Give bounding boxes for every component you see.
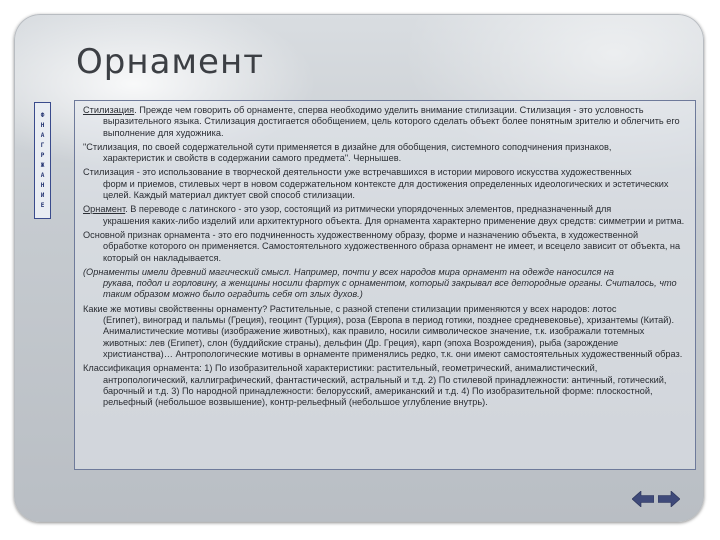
next-arrow-icon[interactable] [658, 490, 680, 508]
side-letter: Е [40, 202, 45, 209]
slide-navigation [632, 490, 680, 508]
paragraph-continuation: (Египет), виноград и пальмы (Греция), геоцинт (Турция), роза (Европа в период готики, позднее средневековье), хризантемы (Китай). Анималистические мотивы (изображение животных), как правило, носили символическое значение, т.к. изображали тотемных животных: лев (Египет), слон (буддийские страны), дельфин (Др. Греция), карп (эпоха Возрождения), рыба (зарождение христианства)… Антропологические мотивы в орнаменте применялись редко, т.к. они имеют самостоятельных художественный образ. [103, 315, 683, 359]
side-letter: Ж [40, 162, 45, 169]
paragraph-continuation: выразительного языка. Стилизация достигается обобщением, цель которого сделать объект более понятным зрителю и облегчить его выполнение для художника. [103, 116, 680, 138]
content-paragraph [83, 204, 687, 227]
content-paragraph [83, 267, 687, 301]
side-letter: И [40, 192, 45, 199]
paragraph-first-line: "Стилизация, по своей содержательной сути применяется в дизайне для обобщения, системного соподчинения признаков, [83, 141, 612, 152]
slide-frame [14, 14, 704, 522]
paragraph-first-line: (Орнаменты имели древний магический смысл. Например, почти у всех народов мира орнамент на одежде наносился на [83, 266, 615, 277]
side-letter: Н [40, 182, 45, 189]
paragraph-continuation: рукава, подол и горловину, а женщины носили фартук с орнаментом, который закрывал все детородные органы. Считалось, что таким образом можно было оградить себя от злых духов.) [103, 278, 677, 300]
content-paragraph [83, 105, 687, 139]
term-heading: Орнамент [83, 204, 126, 215]
paragraph-continuation: характеристик и свойств в содержании самого предмета". Чернышев. [103, 153, 402, 164]
paragraph-continuation: форм и приемов, стилевых черт в новом содержательном контексте для достижения определенных идеологических и эстетических целей. Каждый материал диктует свой способ стилизации. [103, 178, 669, 201]
side-letter: Ф [40, 112, 45, 119]
paragraph-first-line: Основной признак орнамента - это его подчиненность художественному образу, форме и назначению объекта, в художественной [83, 229, 639, 240]
side-letter: Г [40, 142, 45, 149]
side-letter: А [40, 132, 45, 139]
side-letter: Р [40, 152, 45, 159]
paragraph-first-line: . Прежде чем говорить об орнаменте, сперва необходимо уделить внимание стилизации. Стилизация - это условность [134, 105, 644, 115]
paragraph-first-line: Какие же мотивы свойственны орнаменту? Растительные, с разной степени стилизации применяются у всех народов: лотос [83, 303, 617, 314]
content-paragraph [83, 304, 687, 360]
paragraph-first-line: . В переводе с латинского - это узор, состоящий из ритмически упорядоченных элементов, предназначенный для [125, 204, 612, 215]
slide-title: Орнамент [76, 42, 265, 82]
paragraph-continuation: украшения каких-либо изделий или архитектурного объекта. Для орнамента характерно применение двух средств: симметрии и ритма. [103, 215, 685, 226]
paragraph-continuation: антропологический, каллиграфический, фантастический, астральный и т.д. 2) По стилевой принадлежности: античный, готический, барочный и т.д. 3) По народной принадлежности: белорусский, американский и т.д. 4) По изобразительной форме: плоскостной, рельефный (небольшое возвышение), контр-рельефный (небольшое углубление внутрь). [103, 374, 667, 408]
slide-content [74, 100, 696, 470]
content-paragraph [83, 363, 687, 408]
content-paragraph [83, 142, 687, 165]
side-letter: Н [40, 122, 45, 129]
paragraph-continuation: обработке которого он применяется. Самостоятельного художественного образа орнамент не имеет, и всецело зависит от объекта, на который он накладывается. [103, 241, 681, 263]
paragraph-first-line: Классификация орнамента: 1) По изобразительной характеристики: растительный, геометрический, анималистический, [83, 363, 598, 374]
content-paragraph [83, 167, 687, 201]
term-heading: Стилизация [83, 105, 135, 115]
content-paragraph [83, 230, 687, 264]
side-letter-strip [34, 102, 51, 219]
side-letter: А [40, 172, 45, 179]
paragraph-first-line: Стилизация - это использование в творческой деятельности уже встречавшихся в истории мирового искусства художественных [83, 167, 632, 178]
prev-arrow-icon[interactable] [632, 490, 654, 508]
